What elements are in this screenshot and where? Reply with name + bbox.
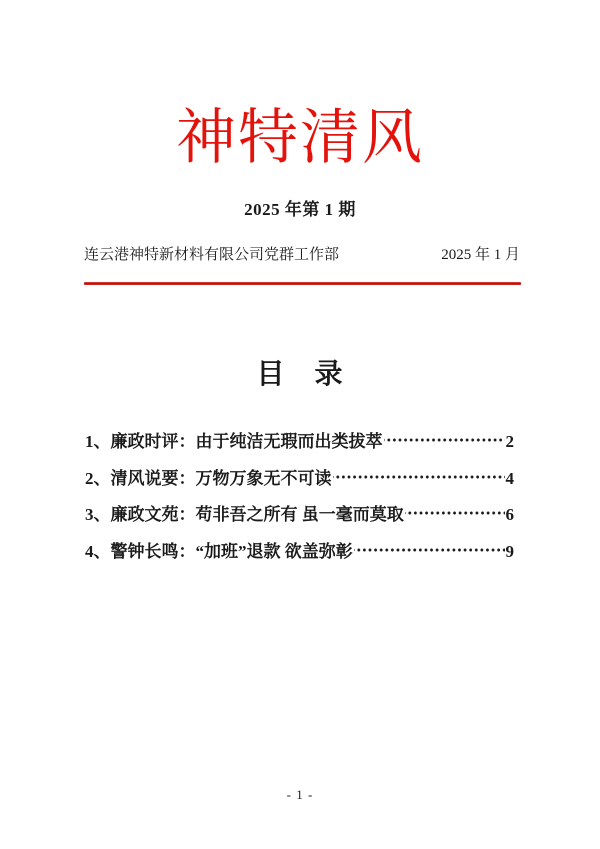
toc-entry-label: 3、廉政文苑：苟非吾之所有 虽一毫而莫取 (85, 505, 404, 525)
toc-entry-4 (85, 540, 514, 560)
toc-entry-label: 1、廉政时评：由于纯洁无瑕而出类拔萃 (85, 432, 383, 452)
publisher-row (84, 247, 520, 264)
toc-entry-1 (85, 430, 514, 450)
toc-entry-label: 4、警钟长鸣：“加班”退款 欲盖弥彰 (85, 541, 353, 561)
toc-entry-2 (85, 467, 514, 487)
toc-entry-page-number: 9 (505, 541, 514, 561)
dot-leader (405, 503, 505, 520)
page-number-footer: - 1 - (286, 787, 314, 802)
publication-date: 2025 年 1 月 (441, 246, 520, 263)
toc-entry-page-number: 2 (505, 432, 514, 452)
dot-leader (333, 467, 505, 484)
toc-entry-3 (85, 503, 514, 523)
newsletter-title: 神特清风 (176, 105, 424, 171)
issue-number: 2025 年第 1 期 (244, 199, 356, 219)
toc-list (85, 430, 514, 560)
publisher-name: 连云港神特新材料有限公司党群工作部 (84, 246, 340, 263)
masthead-divider-rule (84, 282, 521, 285)
dot-leader (354, 540, 505, 557)
dot-leader (384, 430, 505, 447)
toc-heading: 目 录 (256, 359, 344, 391)
toc-entry-page-number: 4 (505, 468, 514, 488)
toc-entry-page-number: 6 (505, 505, 514, 525)
toc-entry-label: 2、清风说要：万物万象无不可读 (85, 468, 332, 488)
